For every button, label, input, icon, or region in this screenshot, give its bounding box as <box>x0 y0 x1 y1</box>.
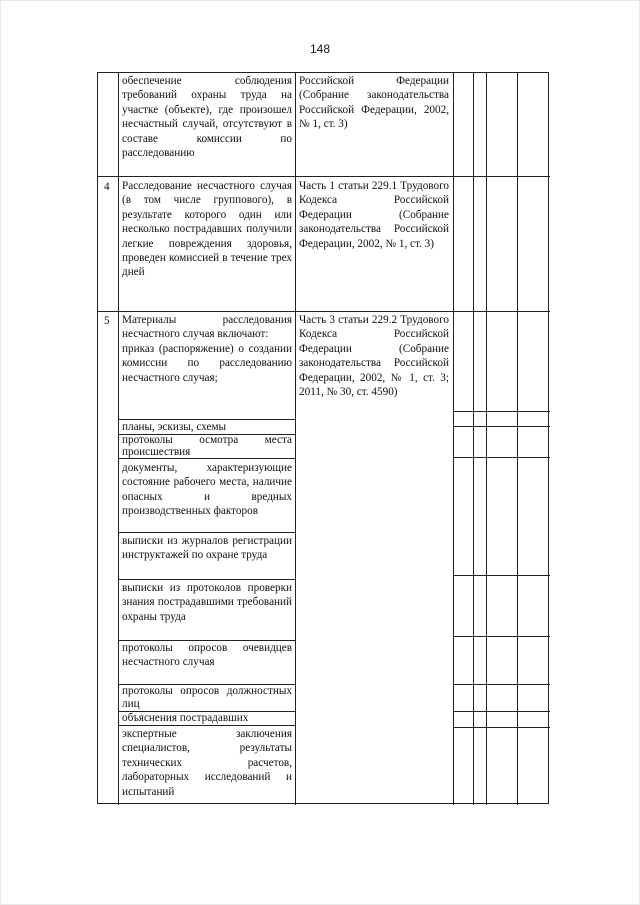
sub-row-divider <box>118 532 295 533</box>
reference-cell: Российской Федерации (Собрание законодательства Российской Федерации, 2002, № 1, ст. 3) <box>299 75 449 131</box>
column-divider-reference <box>453 73 454 805</box>
requirement-item: документы, характеризующие состояние рабочего места, наличие опасных и вредных производственных факторов <box>122 462 292 518</box>
requirement-cell <box>122 313 292 419</box>
sub-row-divider <box>453 727 550 728</box>
sub-row-divider <box>118 725 295 726</box>
sub-row-divider <box>453 457 550 458</box>
sub-row-divider <box>453 711 550 712</box>
reference-cell: Часть 1 статьи 229.1 Трудового Кодекса Российской Федерации (Собрание законодательства Российской Федерации, 2002, № 1, ст. 3) <box>299 180 449 250</box>
row-divider <box>98 176 550 177</box>
sub-row-divider <box>453 636 550 637</box>
requirement-cell: обеспечение соблюдения требований охраны труда на участке (объекте), где произошел несчастный случай, отсутствуют в составе комиссии по расследованию <box>122 75 292 160</box>
sub-row-divider <box>453 426 550 427</box>
sub-row-divider <box>118 579 295 580</box>
requirement-item: объяснения пострадавших <box>122 712 249 724</box>
column-divider-mark-2 <box>486 73 487 805</box>
requirement-item: выписки из журналов регистрации инструктажей по охране труда <box>122 535 292 562</box>
requirement-item: протоколы опросов очевидцев несчастного случая <box>122 642 292 669</box>
reference-cell: Часть 3 статьи 229.2 Трудового Кодекса Российской Федерации (Собрание законодательства Российской Федерации, 2002, № 1, ст. 3; 2011, № 30, ст. 4590) <box>299 314 449 399</box>
column-divider-mark-3 <box>517 73 518 805</box>
row-divider <box>98 311 550 312</box>
requirements-table <box>97 72 549 804</box>
requirement-item: протоколы опросов должностных лиц <box>122 685 292 710</box>
sub-row-divider <box>118 458 295 459</box>
requirement-item: протоколы осмотра места происшествия <box>122 434 292 458</box>
sub-row-divider <box>453 575 550 576</box>
column-divider-mark-1 <box>473 73 474 805</box>
requirement-item: выписки из протоколов проверки знания пострадавшими требований охраны труда <box>122 582 292 623</box>
requirement-item: планы, эскизы, схемы <box>122 421 227 433</box>
sub-row-divider <box>453 684 550 685</box>
row-number: 4 <box>104 181 110 193</box>
column-divider-requirement <box>295 73 296 805</box>
requirement-item: приказ (распоряжение) о создании комиссии по расследованию несчастного случая; <box>122 342 292 384</box>
page-number: 148 <box>309 42 331 56</box>
column-divider-number <box>118 73 119 805</box>
requirement-intro: Материалы расследования несчастного случая включают: <box>122 314 292 341</box>
requirement-item: экспертные заключения специалистов, результаты технических расчетов, лабораторных исследований и испытаний <box>122 728 292 798</box>
requirement-cell: Расследование несчастного случая (в том числе группового), в результате которого один или несколько пострадавших получили легкие повреждения здоровья, проведен комиссией в течение трех дней <box>122 180 292 279</box>
row-number: 5 <box>104 315 110 327</box>
sub-row-divider <box>453 411 550 412</box>
